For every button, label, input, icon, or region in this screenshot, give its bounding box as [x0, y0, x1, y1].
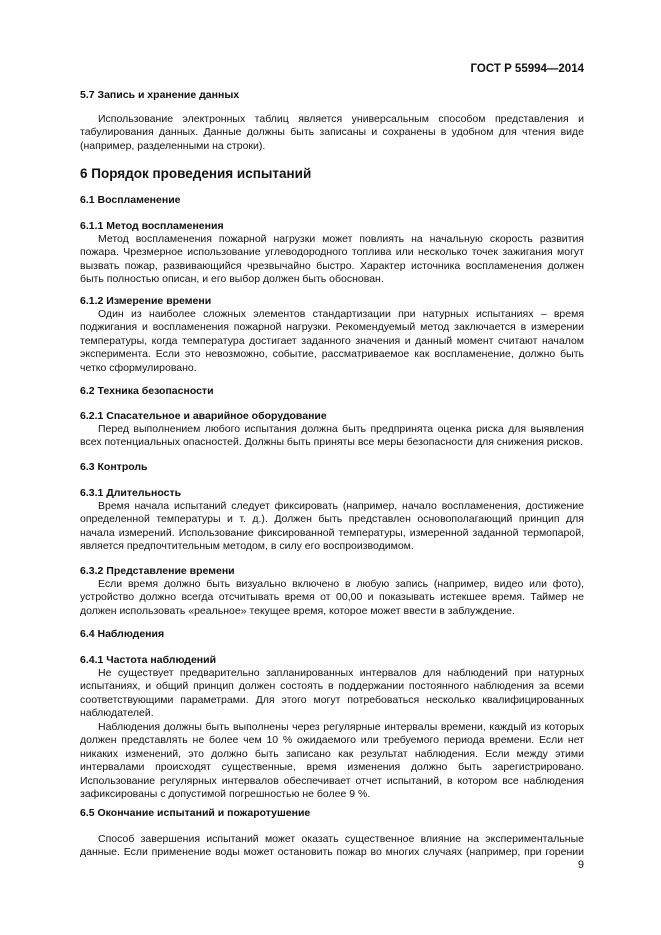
section-5-7-title: 5.7 Запись и хранение данных [80, 89, 240, 101]
section-6-3-title: 6.3 Контроль [80, 461, 148, 473]
section-6-1-2-text: Один из наиболее сложных элементов стандартизации при натурных испытаниях – время поджигания и воспламенения пожарной нагрузки. Рекомендуемый метод заключается в измерении температуры, когда температура достигает заданного значения и данный момент считают началом эксперимента. Если это невозможно, событие, рассматриваемое как воспламенение, должно быть четко сформулировано. [80, 308, 584, 374]
page-number: 9 [577, 859, 584, 871]
section-6-3-1-text: Время начала испытаний следует фиксировать (например, начало воспламенения, достижение определенной температуры и т. д.). Должен быть представлен основополагающий принцип для начала измерений. Использование фиксированной температуры, измеренной заданной термопарой, является предпочтительным методом, в силу его воспроизводимом. [80, 500, 584, 553]
section-6-title: 6 Порядок проведения испытаний [80, 166, 312, 181]
section-6-5-text: Способ завершения испытаний может оказать существенное влияние на экспериментальные данные. Если применение воды может остановить пожар во многих случаях (например, при горении [80, 833, 584, 859]
section-6-4-1-text-2: Наблюдения должны быть выполнены через регулярные интервалы времени, каждый из которых должен представлять не более чем 10 % ожидаемого или требуемого периода времени. Если нет никаких изменений, это должно быть записано как результат наблюдения. Если между этими интервалами происходят существенные, время изменения должно быть зарегистрировано. Использование регулярных интервалов обеспечивает отчет испытаний, в котором все наблюдения зафиксированы с допустимой погрешностью не более 9 %. [80, 721, 584, 801]
section-6-3-2-text: Если время должно быть визуально включено в любую запись (например, видео или фото), устройство должно всегда отсчитывать время от 00,00 и показывать истекшее время. Таймер не должен использовать «реальное» текущее время, которое может ввести в заблуждение. [80, 578, 584, 617]
document-id: ГОСТ Р 55994—2014 [470, 63, 584, 75]
section-6-1-1-text: Метод воспламенения пожарной нагрузки может повлиять на начальную скорость развития пожара. Чрезмерное использование углеводородного топлива или несколько точек зажигания могут вызвать пожар, развивающийся чрезвычайно быстро. Характер источника воспламенения должен быть полностью описан, и его выбор должен быть обоснован. [80, 233, 584, 286]
section-6-2-1-title: 6.2.1 Спасательное и аварийное оборудование [80, 410, 327, 422]
section-6-1-2-title: 6.1.2 Измерение времени [80, 295, 212, 307]
section-5-7-text: Использование электронных таблиц является универсальным способом представления и табулирования данных. Данные должны быть записаны и сохранены в удобном для чтения виде (например, разделенными на строки). [80, 113, 584, 152]
section-6-3-1-title: 6.3.1 Длительность [80, 487, 182, 499]
section-6-2-title: 6.2 Техника безопасности [80, 385, 214, 397]
section-6-2-1-text: Перед выполнением любого испытания должна быть предпринята оценка риска для выявления всех потенциальных опасностей. Должны быть приняты все меры безопасности для снижения рисков. [80, 423, 584, 449]
section-6-1-title: 6.1 Воспламенение [80, 194, 181, 206]
section-6-4-1-text-1: Не существует предварительно запланированных интервалов для наблюдений при натурных испытаниях, и общий принцип должен состоять в поддержании постоянного наблюдения за всеми соответствующими параметрами. Для этого могут потребоваться несколько квалифицированных наблюдателей. [80, 667, 584, 720]
section-6-3-2-title: 6.3.2 Представление времени [80, 565, 235, 577]
section-6-1-1-title: 6.1.1 Метод воспламенения [80, 220, 224, 232]
section-6-4-1-title: 6.4.1 Частота наблюдений [80, 654, 217, 666]
section-6-4-title: 6.4 Наблюдения [80, 628, 165, 640]
section-6-5-title: 6.5 Окончание испытаний и пожаротушение [80, 807, 311, 819]
